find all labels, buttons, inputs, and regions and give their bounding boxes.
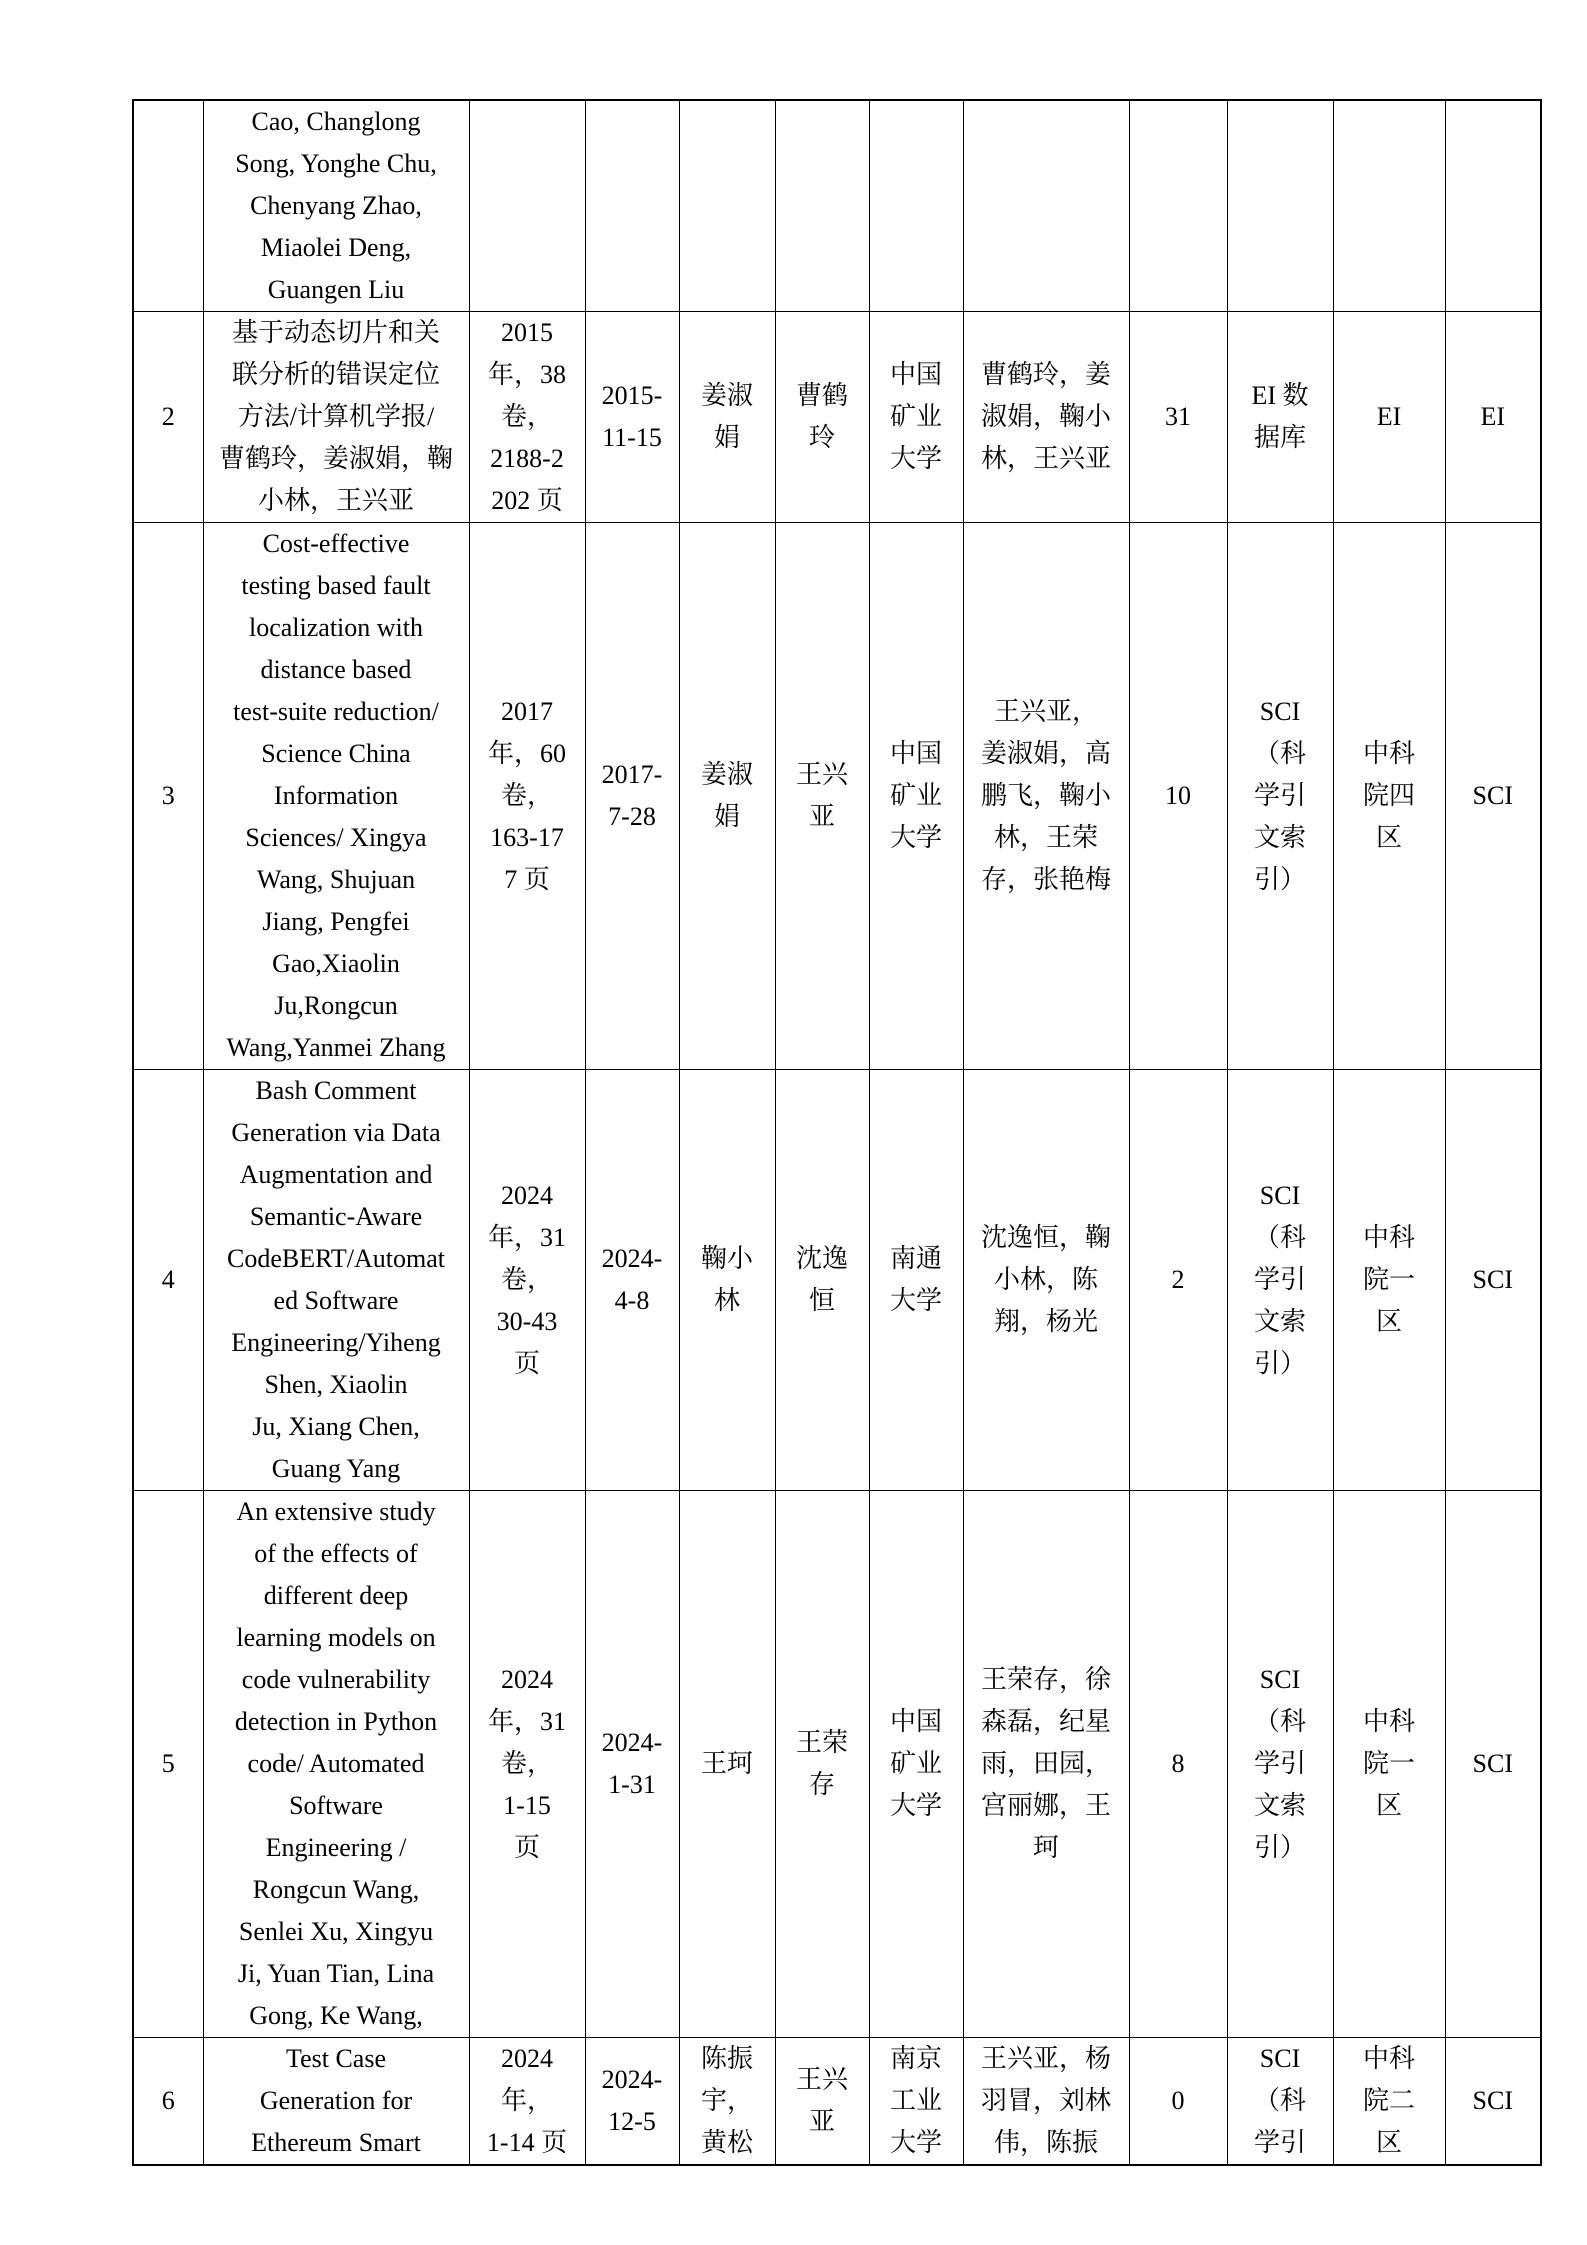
cell-database: SCI （科 学引 文索 引）: [1227, 523, 1333, 1070]
cell-author2: 王荣 存: [775, 1491, 869, 2038]
cell-all-authors: 曹鹤玲，姜 淑娟，鞠小 林，王兴亚: [963, 312, 1129, 523]
cell-title: An extensive study of the effects of different deep learning models on code vulnerability detection in Python code/ Automated Software Engineering / Rongcun Wang, Senlei Xu, Xingyu Ji, Yuan Tian, Lina Gong, Ke Wang,: [203, 1491, 469, 2038]
cell-date: 2017- 7-28: [585, 523, 679, 1070]
cell-no: 3: [133, 523, 203, 1070]
cell-volume: 2024 年，31 卷， 30-43 页: [469, 1070, 585, 1491]
cell-all-authors: 王荣存，徐 森磊，纪星 雨，田园， 宫丽娜，王 珂: [963, 1491, 1129, 2038]
cell-citations: 2: [1129, 1070, 1227, 1491]
cell-volume: [469, 100, 585, 312]
cell-title: 基于动态切片和关 联分析的错误定位 方法/计算机学报/ 曹鹤玲，姜淑娟，鞠 小林，王兴亚: [203, 312, 469, 523]
cell-volume: 2024 年，31 卷， 1-15 页: [469, 1491, 585, 2038]
cell-index: SCI: [1445, 1491, 1541, 2038]
cell-no: 5: [133, 1491, 203, 2038]
cell-author2: 王兴 亚: [775, 523, 869, 1070]
cell-no: 4: [133, 1070, 203, 1491]
cell-all-authors: [963, 100, 1129, 312]
cell-author2: 王兴 亚: [775, 2038, 869, 2166]
cell-title: Test Case Generation for Ethereum Smart: [203, 2038, 469, 2166]
cell-date: [585, 100, 679, 312]
cell-index: EI: [1445, 312, 1541, 523]
cell-zone: EI: [1333, 312, 1445, 523]
cell-unit: 南京 工业 大学: [869, 2038, 963, 2166]
cell-title: Cost-effective testing based fault localization with distance based test-suite reduction/ Science China Information Sciences/ Xingya Wang, Shujuan Jiang, Pengfei Gao,Xiaolin Ju,Rongcun Wang,Yanmei Zhang: [203, 523, 469, 1070]
cell-zone: 中科 院二 区: [1333, 2038, 1445, 2166]
cell-index: [1445, 100, 1541, 312]
cell-no: [133, 100, 203, 312]
cell-citations: 0: [1129, 2038, 1227, 2166]
table-row: [133, 100, 1541, 312]
cell-index: SCI: [1445, 2038, 1541, 2166]
achievement-table: [132, 99, 1542, 2166]
cell-citations: 31: [1129, 312, 1227, 523]
cell-unit: 中国 矿业 大学: [869, 312, 963, 523]
cell-citations: 10: [1129, 523, 1227, 1070]
cell-volume: 2015 年，38 卷， 2188-2 202 页: [469, 312, 585, 523]
cell-no: 2: [133, 312, 203, 523]
cell-author1: 姜淑 娟: [679, 523, 775, 1070]
table-body: [133, 100, 1541, 2165]
cell-author1: [679, 100, 775, 312]
table-row: [133, 1491, 1541, 2038]
table-row: [133, 312, 1541, 523]
cell-all-authors: 沈逸恒，鞠 小林，陈 翔，杨光: [963, 1070, 1129, 1491]
table-row: [133, 523, 1541, 1070]
cell-date: 2024- 4-8: [585, 1070, 679, 1491]
cell-database: [1227, 100, 1333, 312]
cell-database: SCI （科 学引 文索 引）: [1227, 1070, 1333, 1491]
cell-author2: 沈逸 恒: [775, 1070, 869, 1491]
cell-unit: 中国 矿业 大学: [869, 523, 963, 1070]
cell-database: SCI （科 学引 文索 引）: [1227, 1491, 1333, 2038]
cell-title: Bash Comment Generation via Data Augmentation and Semantic-Aware CodeBERT/Automat ed Software Engineering/Yiheng Shen, Xiaolin Ju, Xiang Chen, Guang Yang: [203, 1070, 469, 1491]
cell-author1: 鞠小 林: [679, 1070, 775, 1491]
cell-database: SCI （科 学引: [1227, 2038, 1333, 2166]
cell-author2: [775, 100, 869, 312]
cell-volume: 2024 年， 1-14 页: [469, 2038, 585, 2166]
cell-zone: [1333, 100, 1445, 312]
cell-unit: 中国 矿业 大学: [869, 1491, 963, 2038]
cell-date: 2024- 12-5: [585, 2038, 679, 2166]
cell-date: 2015- 11-15: [585, 312, 679, 523]
cell-zone: 中科 院四 区: [1333, 523, 1445, 1070]
cell-unit: [869, 100, 963, 312]
cell-zone: 中科 院一 区: [1333, 1070, 1445, 1491]
cell-date: 2024- 1-31: [585, 1491, 679, 2038]
cell-index: SCI: [1445, 1070, 1541, 1491]
cell-author1: 陈振 宇， 黄松: [679, 2038, 775, 2166]
cell-no: 6: [133, 2038, 203, 2166]
cell-zone: 中科 院一 区: [1333, 1491, 1445, 2038]
cell-all-authors: 王兴亚，杨 羽冒，刘林 伟，陈振: [963, 2038, 1129, 2166]
cell-citations: 8: [1129, 1491, 1227, 2038]
cell-index: SCI: [1445, 523, 1541, 1070]
cell-volume: 2017 年，60 卷， 163-17 7 页: [469, 523, 585, 1070]
table-row: [133, 1070, 1541, 1491]
cell-all-authors: 王兴亚， 姜淑娟，高 鹏飞，鞠小 林，王荣 存，张艳梅: [963, 523, 1129, 1070]
cell-author1: 姜淑 娟: [679, 312, 775, 523]
cell-title: Cao, Changlong Song, Yonghe Chu, Chenyang Zhao, Miaolei Deng, Guangen Liu: [203, 100, 469, 312]
cell-citations: [1129, 100, 1227, 312]
cell-author1: 王珂: [679, 1491, 775, 2038]
cell-database: EI 数 据库: [1227, 312, 1333, 523]
cell-author2: 曹鹤 玲: [775, 312, 869, 523]
table-row: [133, 2038, 1541, 2166]
cell-unit: 南通 大学: [869, 1070, 963, 1491]
